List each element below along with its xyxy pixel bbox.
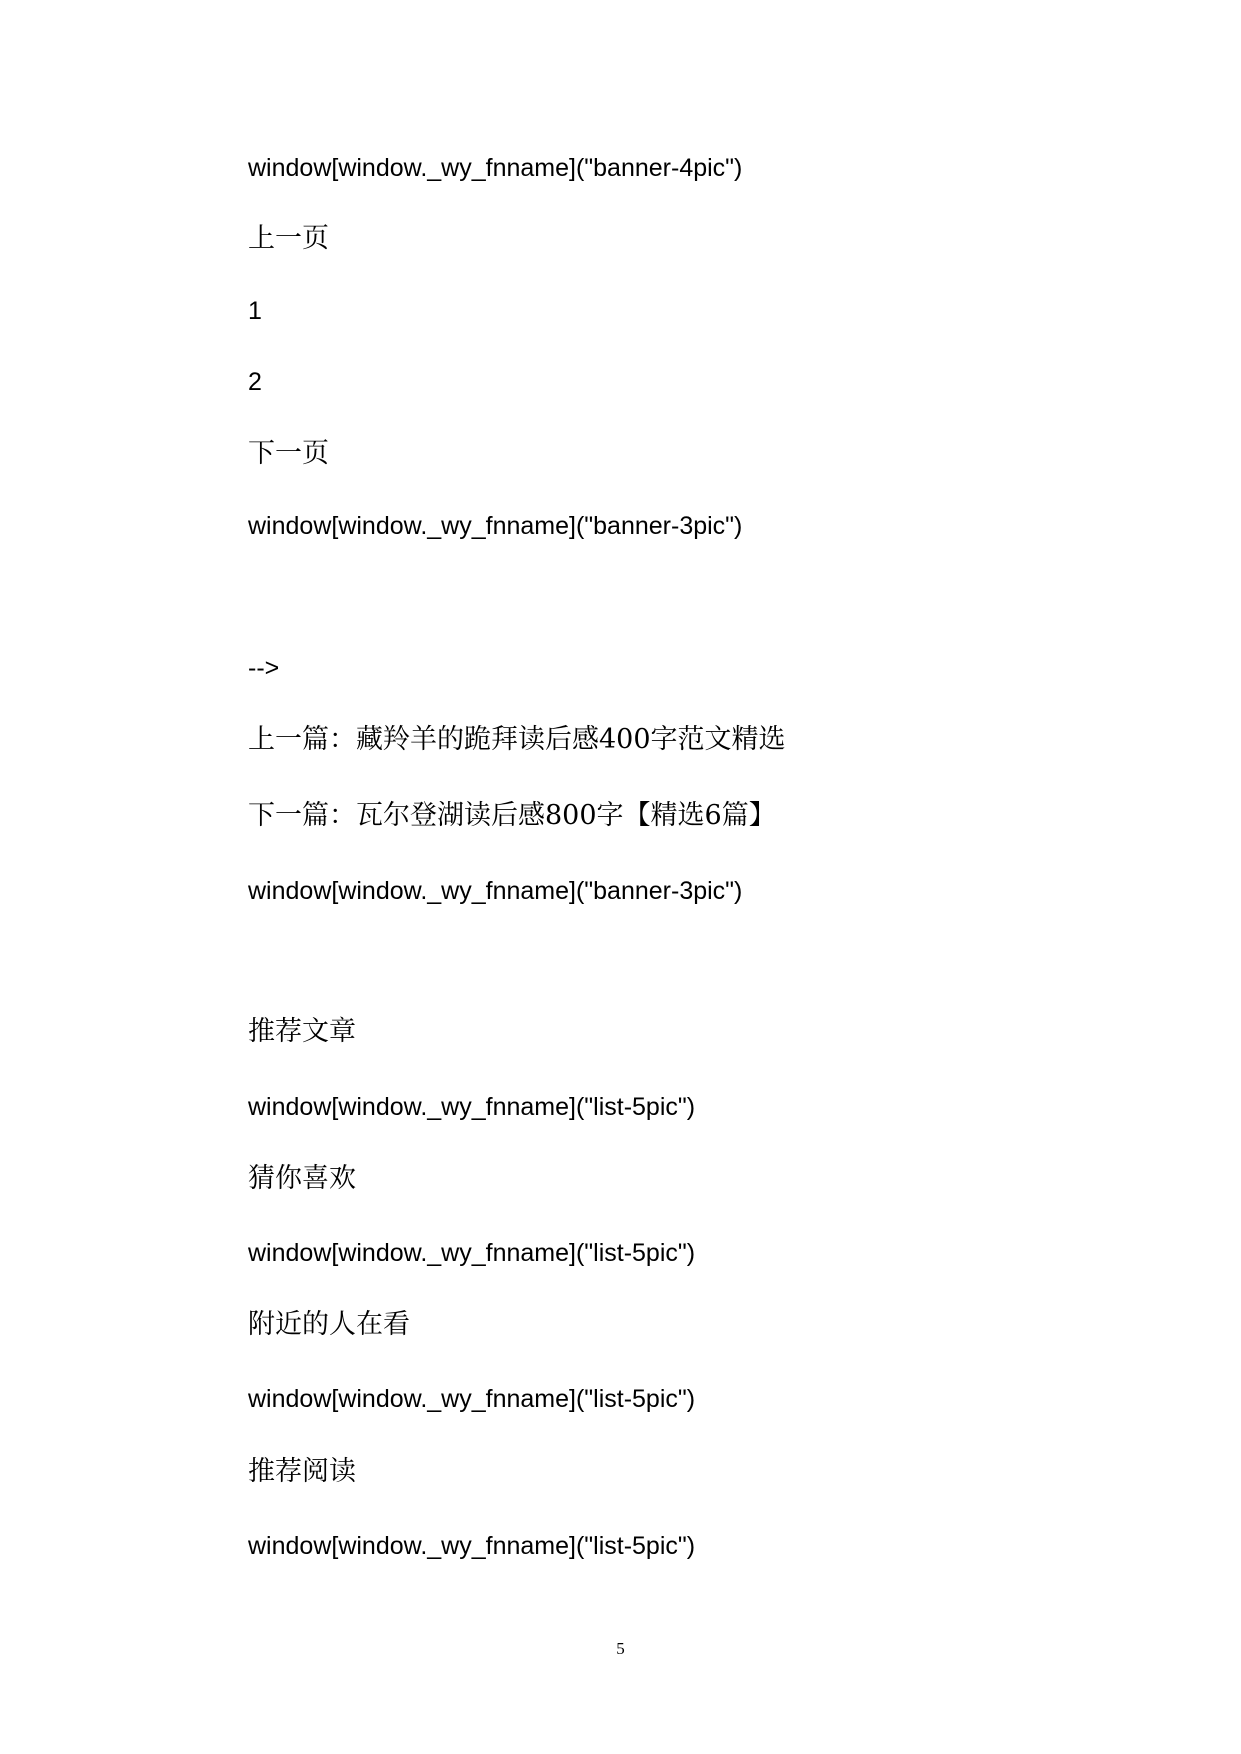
page-1-link[interactable]: 1 [248,297,262,325]
nearby-reading-heading: 附近的人在看 [248,1309,410,1340]
next-page-link[interactable]: 下一页 [248,438,329,469]
prev-page-link[interactable]: 上一页 [248,223,329,254]
banner-3pic-script-text: window[window._wy_fnname]("banner-3pic") [248,512,743,540]
comment-end-text: --> [248,654,280,682]
recommended-reading-heading: 推荐阅读 [248,1456,356,1487]
list-5pic-script-text: window[window._wy_fnname]("list-5pic") [248,1532,696,1560]
list-5pic-script-text: window[window._wy_fnname]("list-5pic") [248,1385,696,1413]
next-article-link[interactable]: 下一篇：瓦尔登湖读后感800字【精选6篇】 [248,800,776,831]
banner-4pic-script-text: window[window._wy_fnname]("banner-4pic") [248,154,743,182]
banner-3pic-script-text: window[window._wy_fnname]("banner-3pic") [248,877,743,905]
list-5pic-script-text: window[window._wy_fnname]("list-5pic") [248,1239,696,1267]
page-2-link[interactable]: 2 [248,368,262,396]
page-number: 5 [616,1639,625,1658]
list-5pic-script-text: window[window._wy_fnname]("list-5pic") [248,1093,696,1121]
recommended-articles-heading: 推荐文章 [248,1016,356,1047]
guess-you-like-heading: 猜你喜欢 [248,1163,356,1194]
prev-article-link[interactable]: 上一篇：藏羚羊的跪拜读后感400字范文精选 [248,724,786,755]
